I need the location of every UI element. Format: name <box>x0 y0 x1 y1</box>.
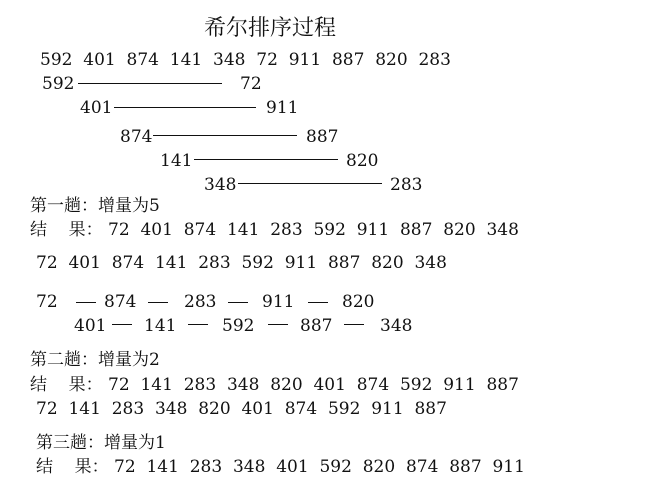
group2-item-3: 592 <box>222 316 255 336</box>
initial-array: 592 401 874 141 348 72 911 887 820 283 <box>40 50 451 70</box>
pass2-repeat-values: 72 141 283 348 820 401 874 592 911 887 <box>36 399 447 419</box>
pair-connector-5 <box>238 183 382 184</box>
pass3-result-values: 72 141 283 348 401 592 820 874 887 911 <box>114 457 525 477</box>
pass1-heading: 第一趟：增量为5 <box>30 196 160 216</box>
pair-left-1: 592 <box>42 74 75 94</box>
pass1-result-label: 结 果： <box>30 220 103 240</box>
group1-item-4: 911 <box>262 292 295 312</box>
pair-connector-4 <box>194 159 338 160</box>
group1-item-3: 283 <box>184 292 217 312</box>
group2-dash-3 <box>268 324 288 325</box>
group1-dash-4 <box>308 302 328 303</box>
pair-left-4: 141 <box>160 151 193 171</box>
pair-left-3: 874 <box>120 127 153 147</box>
group1-item-2: 874 <box>104 292 137 312</box>
group1-dash-2 <box>148 302 168 303</box>
pass2-result-values: 72 141 283 348 820 401 874 592 911 887 <box>108 375 519 395</box>
group2-item-2: 141 <box>144 316 177 336</box>
pass1-repeat-values: 72 401 874 141 283 592 911 887 820 348 <box>36 253 447 273</box>
pair-right-3: 887 <box>306 127 339 147</box>
pair-left-5: 348 <box>204 175 237 195</box>
group2-item-4: 887 <box>300 316 333 336</box>
group2-dash-1 <box>112 324 132 325</box>
group1-item-5: 820 <box>342 292 375 312</box>
pair-right-5: 283 <box>390 175 423 195</box>
group1-dash-3 <box>228 302 248 303</box>
group2-dash-2 <box>188 324 208 325</box>
diagram-title: 希尔排序过程 <box>204 16 337 41</box>
pair-right-1: 72 <box>240 74 262 94</box>
pass2-result-label: 结 果： <box>30 375 103 395</box>
pair-left-2: 401 <box>80 98 113 118</box>
pair-connector-1 <box>78 83 222 84</box>
pass1-result-values: 72 401 874 141 283 592 911 887 820 348 <box>108 220 519 240</box>
pair-right-2: 911 <box>266 98 299 118</box>
group2-dash-4 <box>344 324 364 325</box>
pair-connector-3 <box>153 135 297 136</box>
pair-connector-2 <box>114 107 256 108</box>
group1-dash-1 <box>76 302 96 303</box>
group2-item-5: 348 <box>380 316 413 336</box>
group1-item-1: 72 <box>36 292 58 312</box>
pass3-result-label: 结 果： <box>36 457 109 477</box>
pass3-heading: 第三趟：增量为1 <box>36 433 166 453</box>
pair-right-4: 820 <box>346 151 379 171</box>
pass2-heading: 第二趟：增量为2 <box>30 350 160 370</box>
group2-item-1: 401 <box>74 316 107 336</box>
